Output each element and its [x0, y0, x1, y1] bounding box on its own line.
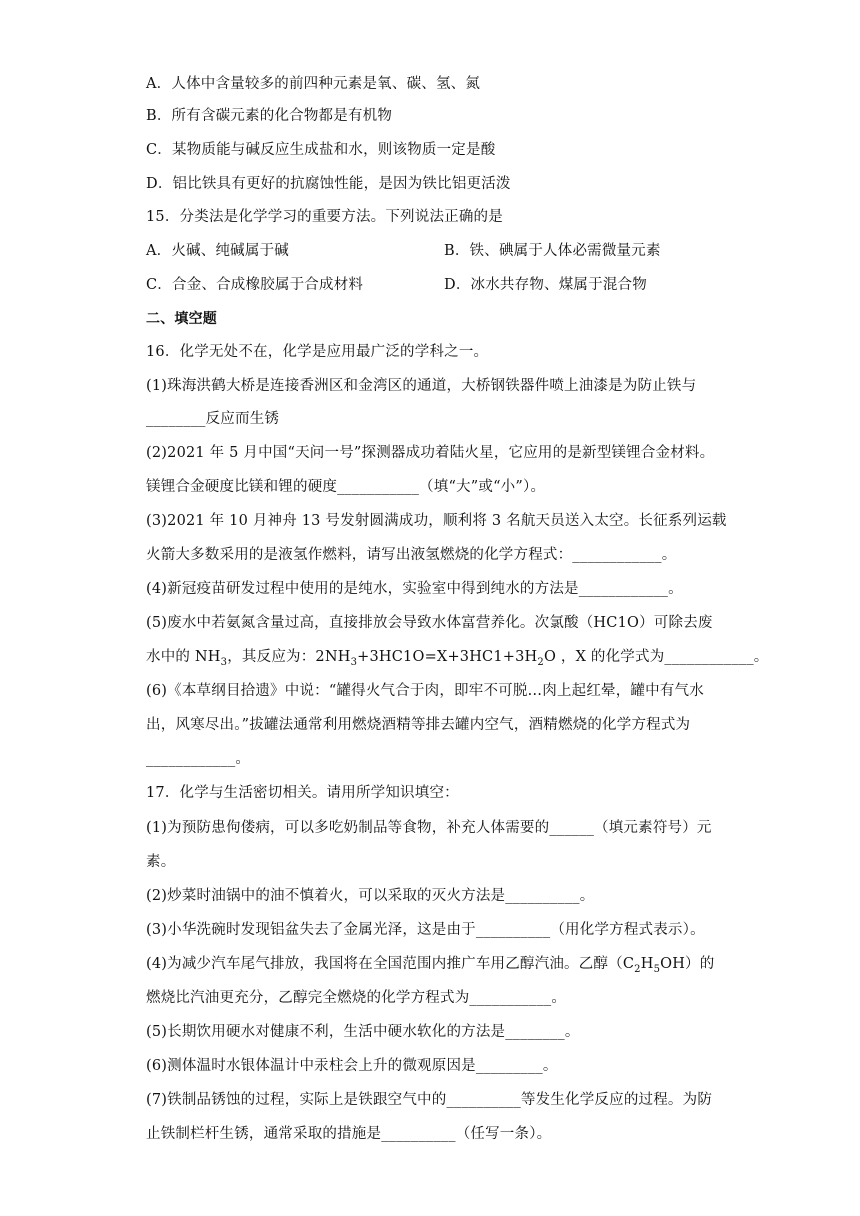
q17-part2: (2)炒菜时油锅中的油不慎着火，可以采取的灭火方法是__________。 [146, 888, 595, 904]
q15-option-c: C．合金、合成橡胶属于合成材料 [146, 277, 364, 293]
q16-part3-line1: (3)2021 年 10 月神舟 13 号发射圆满成功，顺利将 3 名航天员送入太空。长征系列运载 [146, 513, 727, 529]
q16-part5-line1: (5)废水中若氨氮含量过高，直接排放会导致水体富营养化。次氯酸（HC1O）可除去废 [146, 615, 713, 631]
q15-option-b: B．铁、碘属于人体必需微量元素 [444, 243, 661, 259]
q16-part1-line1: (1)珠海洪鹤大桥是连接香洲区和金湾区的通道，大桥钢铁器件喷上油漆是为防止铁与 [146, 378, 697, 394]
q15-option-a: A．火碱、纯碱属于碱 [146, 243, 289, 259]
q16-part2-line1: (2)2021 年 5 月中国“天问一号”探测器成功着陆火星，它应用的是新型镁锂合金材料。 [146, 445, 715, 461]
q17-part4-line1: (4)为减少汽车尾气排放，我国将在全国范围内推广车用乙醇汽油。乙醇$(C_2H_5OH)$的 [146, 956, 715, 975]
q17-part4-line2: 燃烧比汽油更充分，乙醇完全燃烧的化学方程式为___________。 [146, 990, 567, 1006]
q16-part2-line2: 镁锂合金硬度比镁和锂的硬度___________（填“大”或“小”）。 [146, 479, 546, 495]
q17-stem: 17．化学与生活密切相关。请用所学知识填空： [146, 785, 459, 801]
q14-option-b: B．所有含碳元素的化合物都是有机物 [146, 108, 393, 124]
q16-part5-line2: 水中的 $NH_3$，其反应为：$2NH_3+3HC1O=X+3HC1+3H_2O$ ，X 的化学式为____________。 [146, 649, 769, 668]
q17-part7-line1: (7)铁制品锈蚀的过程，实际上是铁跟空气中的__________等发生化学反应的过程。为防 [146, 1092, 713, 1108]
q16-stem: 16．化学无处不在，化学是应用最广泛的学科之一。 [146, 344, 489, 360]
q16-part4: (4)新冠疫苗研发过程中使用的是纯水，实验室中得到纯水的方法是____________。 [146, 581, 683, 597]
q14-option-a: A．人体中含量较多的前四种元素是氧、碳、氢、氮 [146, 76, 481, 92]
q16-part6-line2: 出，风寒尽出。”拔罐法通常利用燃烧酒精等排去罐内空气，酒精燃烧的化学方程式为 [146, 717, 691, 733]
q17-part1-line2: 素。 [146, 854, 176, 870]
q14-option-d: D．铝比铁具有更好的抗腐蚀性能，是因为铁比铝更活泼 [146, 176, 511, 192]
q17-part7-line2: 止铁制栏杆生锈，通常采取的措施是__________（任写一条）。 [146, 1126, 552, 1142]
q17-part1-line1: (1)为预防患佝偻病，可以多吃奶制品等食物，补充人体需要的______（填元素符号）元 [146, 820, 712, 836]
q16-part6-line3: ____________。 [146, 751, 251, 767]
section-title: 二、填空题 [146, 311, 217, 327]
q15-stem: 15．分类法是化学学习的重要方法。下列说法正确的是 [146, 209, 503, 225]
q17-part3: (3)小华洗碗时发现铝盆失去了金属光泽，这是由于__________（用化学方程式表示）。 [146, 922, 705, 938]
q16-part6-line1: (6)《本草纲目拾遗》中说：“罐得火气合于肉，即牢不可脱…肉上起红晕，罐中有气水 [146, 683, 704, 699]
q17-part6: (6)测体温时水银体温计中汞柱会上升的微观原因是_________。 [146, 1058, 558, 1074]
q17-part5: (5)长期饮用硬水对健康不利，生活中硬水软化的方法是________。 [146, 1024, 580, 1040]
q16-part1-line2: ________反应而生锈 [146, 411, 280, 427]
q16-part3-line2: 火箭大多数采用的是液氢作燃料，请写出液氢燃烧的化学方程式：____________。 [146, 547, 677, 563]
q14-option-c: C．某物质能与碱反应生成盐和水，则该物质一定是酸 [146, 142, 496, 158]
q15-option-d: D．冰水共存物、煤属于混合物 [444, 277, 647, 293]
